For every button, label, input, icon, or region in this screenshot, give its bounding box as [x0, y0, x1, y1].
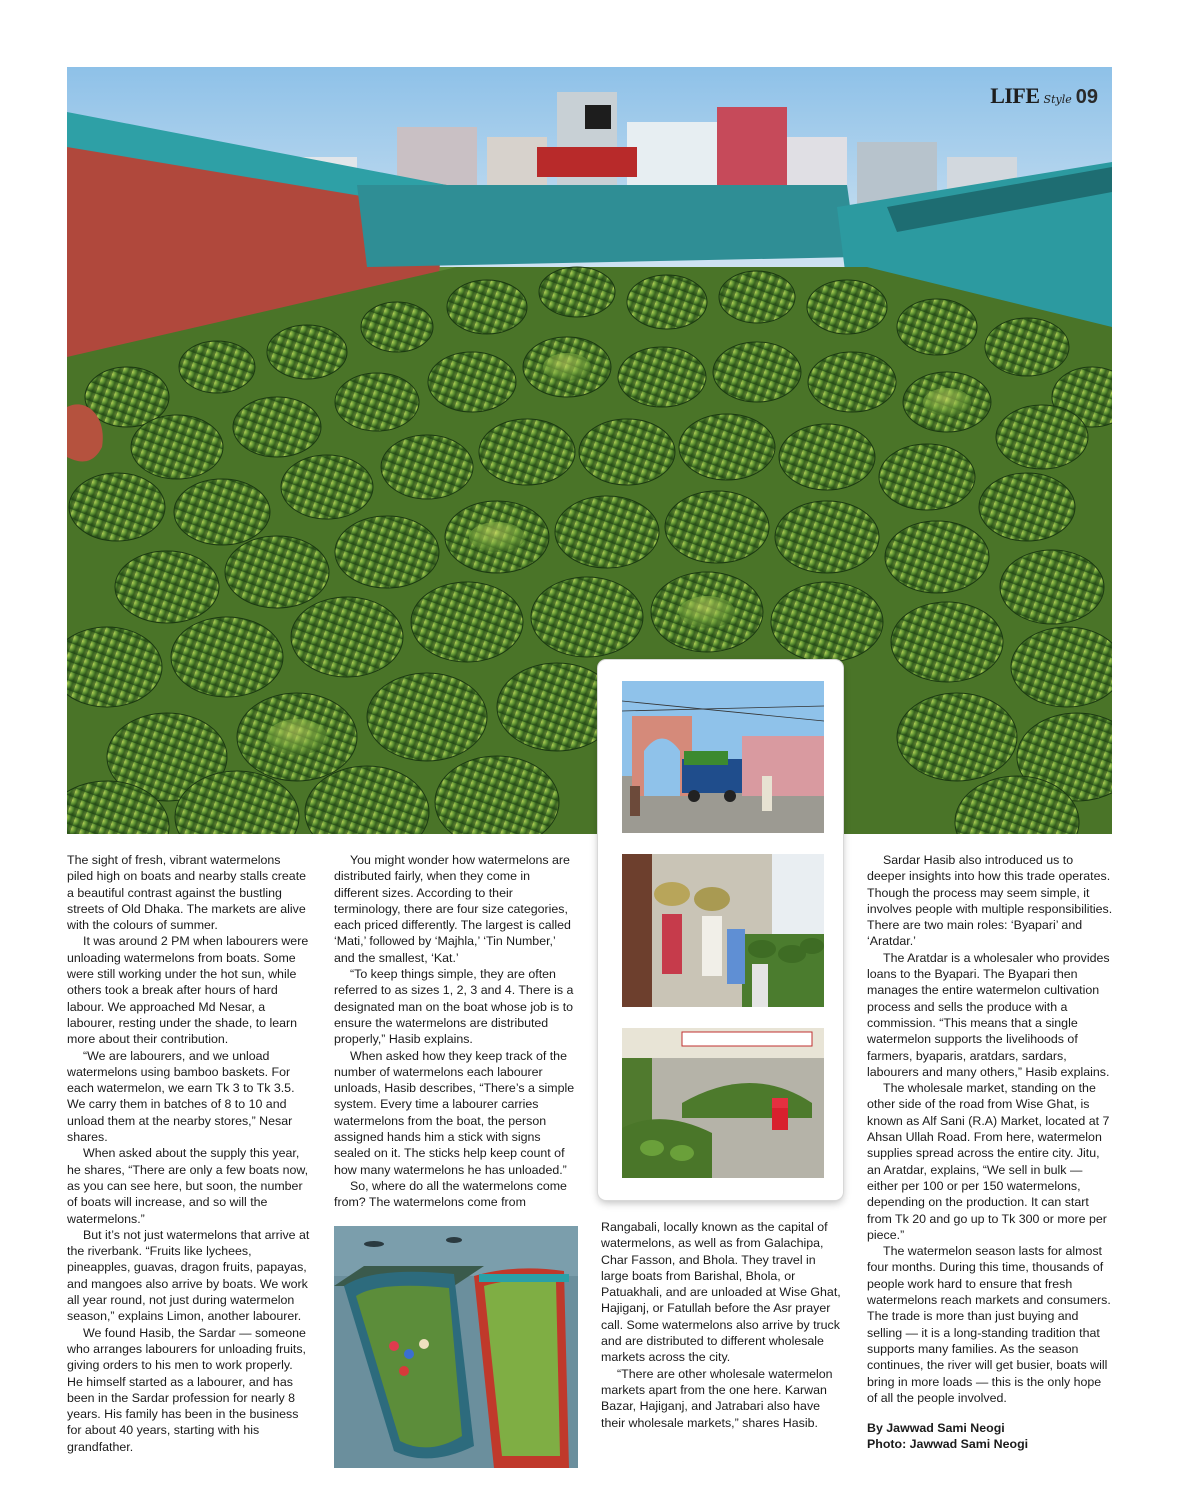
photo-credit: Photo: Jawwad Sami Neogi [867, 1437, 1029, 1452]
inset-photo-card [598, 660, 843, 1200]
masthead-section: Style [1043, 93, 1072, 106]
article-paragraph: So, where do all the watermelons come from? The watermelons come from [334, 1178, 567, 1210]
labourers-carrying-baskets-photo [622, 854, 824, 1007]
hero-watermelon-photo [67, 67, 1112, 834]
article-paragraph: But it’s not just watermelons that arrive at the riverbank. “Fruits like lychees, pineapples, guavas, dragon fruits, papayas, and mangoes also arrive by boats. We work all year round, not just during watermelon season,” explains Limon, another labourer. [67, 1227, 310, 1324]
article-paragraph: When asked about the supply this year, he shares, “There are only a few boats now, as you can see here, but soon, the number of boats will increase, and so will the watermelons.” [67, 1146, 309, 1226]
masthead-brand: LIFE [990, 83, 1040, 108]
article-paragraph: The wholesale market, standing on the other side of the road from Wise Ghat, is known as Alf Sani (R.A) Market, located at 7 Ahsan Ullah Road. From here, watermelon supplies spread across the entire city. Jitu, an Aratdar, explains, “We sell in bulk — either per 100 or per 150 watermelons, depending on the production. It can start from Tk 20 and go up to Tk 300 or more per piece.” [867, 1081, 1110, 1242]
inset-photo-warehouse [622, 1028, 824, 1178]
watermelon-boats-aerial-photo [334, 1226, 578, 1468]
article-column-2 [334, 852, 577, 1211]
boats-photo [334, 1226, 578, 1468]
article-column-4 [867, 852, 1113, 1452]
warehouse-watermelon-stacks-photo [622, 1028, 824, 1178]
article-paragraph: The watermelon season lasts for almost four months. During this time, thousands of people work hard to ensure that fresh watermelons reach markets and consumers. The trade is more than just buying and selling — it is a long-standing tradition that supports many families. As the season continues, the river will get busier, boats will bring in more loads — this is the only hope of all the people involved. [867, 1244, 1111, 1405]
article-paragraph: Rangabali, locally known as the capital of watermelons, as well as from Galachipa, Char Fasson, and Bhola. They travel in large boats from Barishal, Bhola, or Patuakhali, and are unloaded at Wise Ghat, Hajiganj, or Fatullah before the Asr prayer call. Some watermelons also arrive by truck and are distributed to different wholesale markets across the city. [601, 1220, 841, 1365]
article-column-1 [67, 852, 310, 1455]
article-credits [867, 1420, 1113, 1452]
article-paragraph: We found Hasib, the Sardar — someone who arranges labourers for unloading fruits, giving orders to his men to work properly. He himself started as a labourer, and has been in the Sardar profession for nearly 8 years. His family has been in the business for about 40 years, starting with his grandfather. [67, 1325, 306, 1454]
article-paragraph: Sardar Hasib also introduced us to deeper insights into how this trade operates. Though the process may seem simple, it involves people with multiple responsibilities. There are two main roles: ‘Byapari’ and ‘Aratdar.’ [867, 853, 1113, 949]
article-paragraph: When asked how they keep track of the number of watermelons each labourer unloads, Hasib describes, “There’s a simple system. Every time a labourer carries watermelons from the boat, the person assigned hands him a stick with signs sealed on it. The sticks help keep count of how many watermelons he has unloaded.” [334, 1048, 575, 1177]
watermelon-pile-photo [67, 67, 1112, 834]
article-column-3 [601, 1219, 844, 1431]
article-paragraph: You might wonder how watermelons are distributed fairly, when they come in different sizes. According to their terminology, there are four size categories, each priced differently. The largest is called ‘Mati,’ followed by ‘Majhla,’ ‘Tin Number,’ and the smallest, ‘Kat.’ [334, 853, 571, 965]
article-paragraph: The sight of fresh, vibrant watermelons piled high on boats and nearby stalls create a beautiful contrast against the bustling streets of Old Dhaka. The markets are alive with the colours of summer. [67, 853, 307, 933]
article-paragraph: The Aratdar is a wholesaler who provides loans to the Byapari. The Byapari then manages the entire watermelon cultivation process and sells the produce with a commission. “This means that a single watermelon supports the livelihoods of farmers, byaparis, aratdars, sardars, labourers and many others,” Hasib explains. [867, 950, 1110, 1079]
inset-photo-street-market [622, 681, 824, 833]
article-paragraph: “We are labourers, and we unload watermelons using bamboo baskets. For each watermelon, we earn Tk 3 to Tk 3.5. We carry them in batches of 8 to 10 and unload them at the nearby stores,” Nesar shares. [67, 1048, 295, 1145]
byline: By Jawwad Sami Neogi [867, 1421, 1005, 1436]
magazine-masthead [990, 83, 1098, 109]
street-market-gate-photo [622, 681, 824, 833]
article-paragraph: “There are other wholesale watermelon markets apart from the one here. Karwan Bazar, Hajiganj, and Jatrabari also have their wholesale markets,” shares Hasib. [601, 1366, 833, 1430]
article-paragraph: “To keep things simple, they are often referred to as sizes 1, 2, 3 and 4. There is a designated man on the boat whose job is to ensure the watermelons are distributed properly,” Hasib explains. [334, 967, 574, 1047]
inset-photo-labourers [622, 854, 824, 1007]
page-number: 09 [1075, 86, 1098, 108]
article-paragraph: It was around 2 PM when labourers were unloading watermelons from boats. Some were still working under the hot sun, while others took a break after hours of hard labour. We approached Md Nesar, a labourer, resting under the shade, to learn more about their contribution. [67, 934, 309, 1047]
